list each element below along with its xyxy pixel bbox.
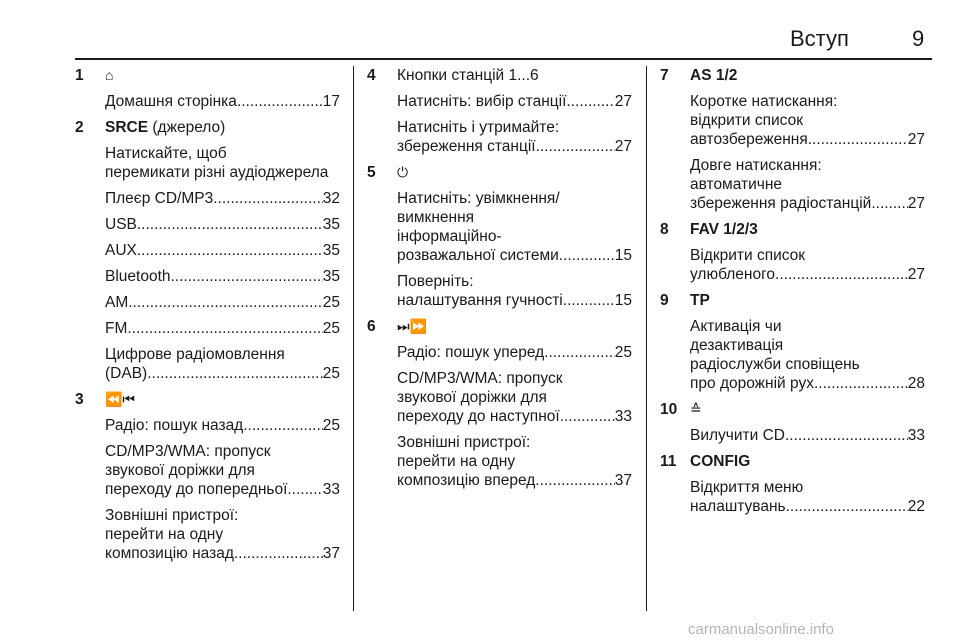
description-paragraph bbox=[397, 369, 632, 426]
item-number: 9 bbox=[660, 292, 669, 309]
item-number: 5 bbox=[367, 164, 376, 181]
reference-text: про дорожній рух bbox=[690, 375, 814, 392]
page-reference bbox=[105, 480, 340, 499]
description-line: CD/MP3/WMA: пропуск bbox=[105, 443, 271, 460]
leader-dots bbox=[137, 215, 323, 234]
power-icon: ⏻ bbox=[397, 164, 409, 180]
leader-dots bbox=[785, 426, 908, 445]
page-reference bbox=[397, 407, 632, 426]
item-title bbox=[690, 452, 925, 471]
page-reference bbox=[105, 267, 340, 286]
reference-text: переходу до попередньої bbox=[105, 481, 288, 498]
leader-dots bbox=[544, 343, 615, 362]
description-line: Натисніть: увімкнення/ bbox=[397, 190, 560, 207]
column-1 bbox=[75, 66, 340, 563]
reference-text: композицію назад bbox=[105, 545, 234, 562]
description-paragraph bbox=[690, 426, 925, 445]
description-line: перемикати різні аудіоджерела bbox=[105, 164, 329, 181]
reference-text: автозбереження bbox=[690, 131, 808, 148]
description-paragraph bbox=[105, 189, 340, 208]
page-reference bbox=[690, 497, 925, 516]
description-paragraph bbox=[397, 118, 632, 156]
page-reference bbox=[105, 189, 340, 208]
description-line: звукової доріжки для bbox=[105, 462, 255, 479]
leader-dots bbox=[560, 407, 615, 426]
page-header-title: Вступ bbox=[790, 26, 849, 51]
legend-item bbox=[367, 163, 632, 310]
reference-page: 25 bbox=[322, 365, 340, 382]
legend-item bbox=[660, 66, 925, 213]
reference-text: FM bbox=[105, 320, 128, 337]
description-paragraph bbox=[690, 156, 925, 213]
reference-text: AUX bbox=[105, 242, 137, 259]
item-number: 8 bbox=[660, 221, 669, 238]
watermark: carmanualsonline.info bbox=[688, 621, 834, 638]
reference-page: 25 bbox=[322, 320, 340, 337]
leader-dots bbox=[775, 265, 908, 284]
reference-page: 17 bbox=[322, 93, 340, 110]
item-title bbox=[690, 291, 925, 310]
reference-page: 27 bbox=[907, 131, 925, 148]
page-number: 9 bbox=[912, 26, 925, 51]
leader-dots bbox=[234, 544, 323, 563]
reference-page: 15 bbox=[614, 292, 632, 309]
leader-dots bbox=[808, 130, 908, 149]
reference-text: Радіо: пошук назад bbox=[105, 417, 244, 434]
item-number: 3 bbox=[75, 391, 84, 408]
description-line: звукової доріжки для bbox=[397, 389, 547, 406]
reference-text: (DAB) bbox=[105, 365, 148, 382]
reference-page: 15 bbox=[614, 247, 632, 264]
page-reference bbox=[690, 194, 925, 213]
description-line: Активація чи bbox=[690, 318, 782, 335]
leader-dots bbox=[171, 267, 323, 286]
reference-page: 22 bbox=[907, 498, 925, 515]
leader-dots bbox=[287, 480, 322, 499]
reference-text: композицію вперед bbox=[397, 472, 536, 489]
item-title bbox=[690, 66, 925, 85]
page-reference bbox=[397, 291, 632, 310]
description-paragraph bbox=[690, 478, 925, 516]
description-line: автоматичне bbox=[690, 176, 783, 193]
page-reference bbox=[105, 92, 340, 111]
control-description: (джерело) bbox=[148, 119, 226, 136]
reference-text: налаштування гучності bbox=[397, 292, 563, 309]
control-name: FAV 1/2/3 bbox=[690, 221, 758, 238]
column-divider bbox=[646, 66, 647, 611]
description-paragraph bbox=[397, 189, 632, 265]
description-line: вимкнення bbox=[397, 209, 475, 226]
description-paragraph bbox=[105, 345, 340, 383]
description-line: Натискайте, щоб bbox=[105, 145, 227, 162]
item-number: 2 bbox=[75, 119, 84, 136]
reference-page: 28 bbox=[907, 375, 925, 392]
description-line: перейти на одну bbox=[397, 453, 516, 470]
leader-dots bbox=[127, 319, 322, 338]
control-name: TP bbox=[690, 292, 710, 309]
reference-text: Bluetooth bbox=[105, 268, 171, 285]
description-paragraph bbox=[105, 241, 340, 260]
leader-dots bbox=[566, 92, 614, 111]
reference-text: переходу до наступної bbox=[397, 408, 560, 425]
description-line: Поверніть: bbox=[397, 273, 474, 290]
description-paragraph bbox=[690, 92, 925, 149]
item-title bbox=[105, 66, 340, 85]
page-reference bbox=[397, 246, 632, 265]
reference-text: розважальної системи bbox=[397, 247, 559, 264]
page-reference bbox=[690, 374, 925, 393]
legend-item bbox=[367, 66, 632, 156]
page-reference bbox=[397, 343, 632, 362]
reference-text: AM bbox=[105, 294, 129, 311]
page-reference bbox=[690, 426, 925, 445]
legend-item bbox=[660, 220, 925, 284]
column-3 bbox=[660, 66, 925, 516]
description-line: дезактивація bbox=[690, 337, 784, 354]
leader-dots bbox=[536, 137, 615, 156]
item-title bbox=[105, 390, 340, 409]
reference-text: Радіо: пошук уперед bbox=[397, 344, 545, 361]
reference-text: збереження станції bbox=[397, 138, 536, 155]
reference-text: Натисніть: вибір станції bbox=[397, 93, 567, 110]
page-reference bbox=[690, 265, 925, 284]
page-reference bbox=[105, 416, 340, 435]
description-paragraph bbox=[105, 215, 340, 234]
control-name: AS 1/2 bbox=[690, 67, 738, 84]
eject-icon: ≙ bbox=[690, 401, 702, 417]
column-2 bbox=[367, 66, 632, 490]
reference-page: 35 bbox=[322, 242, 340, 259]
description-line: Довге натискання: bbox=[690, 157, 822, 174]
reference-page: 25 bbox=[322, 294, 340, 311]
reference-page: 27 bbox=[907, 195, 925, 212]
description-paragraph bbox=[690, 317, 925, 393]
rewind-icon: ⏪⏮ bbox=[105, 391, 136, 407]
item-title bbox=[105, 118, 340, 137]
legend-item bbox=[75, 390, 340, 563]
reference-page: 25 bbox=[614, 344, 632, 361]
leader-dots bbox=[147, 364, 323, 383]
reference-page: 27 bbox=[614, 138, 632, 155]
description-line: Зовнішні пристрої: bbox=[105, 507, 239, 524]
item-number: 11 bbox=[660, 453, 677, 470]
fast-forward-icon: ⏭⏩ bbox=[397, 318, 428, 334]
column-divider bbox=[353, 66, 354, 611]
reference-page: 27 bbox=[907, 266, 925, 283]
reference-text: Плеєр CD/MP3 bbox=[105, 190, 214, 207]
leader-dots bbox=[786, 497, 908, 516]
control-name: Кнопки станцій 1...6 bbox=[397, 67, 539, 84]
description-line: Коротке натискання: bbox=[690, 93, 838, 110]
legend-item bbox=[367, 317, 632, 490]
description-line: Відкрити список bbox=[690, 247, 806, 264]
page-reference bbox=[105, 293, 340, 312]
reference-page: 35 bbox=[322, 268, 340, 285]
description-line: CD/MP3/WMA: пропуск bbox=[397, 370, 563, 387]
leader-dots bbox=[243, 416, 323, 435]
description-paragraph bbox=[105, 442, 340, 499]
page-reference bbox=[397, 137, 632, 156]
legend-item bbox=[75, 66, 340, 111]
reference-page: 33 bbox=[907, 427, 925, 444]
description-line: перейти на одну bbox=[105, 526, 224, 543]
header-rule bbox=[75, 58, 932, 60]
leader-dots bbox=[871, 194, 907, 213]
page-reference bbox=[105, 241, 340, 260]
description-paragraph bbox=[105, 506, 340, 563]
description-line: відкрити список bbox=[690, 112, 803, 129]
reference-page: 33 bbox=[322, 481, 340, 498]
description-paragraph bbox=[397, 433, 632, 490]
item-title bbox=[397, 317, 632, 336]
leader-dots bbox=[213, 189, 323, 208]
reference-text: Вилучити CD bbox=[690, 427, 785, 444]
leader-dots bbox=[814, 374, 908, 393]
description-line: радіослужби сповіщень bbox=[690, 356, 860, 373]
reference-text: налаштувань bbox=[690, 498, 786, 515]
description-line: Зовнішні пристрої: bbox=[397, 434, 531, 451]
reference-text: збереження радіостанцій bbox=[690, 195, 872, 212]
item-number: 7 bbox=[660, 67, 669, 84]
description-line: Натисніть і утримайте: bbox=[397, 119, 560, 136]
home-icon: ⌂ bbox=[105, 67, 114, 83]
item-title bbox=[397, 163, 632, 182]
reference-page: 32 bbox=[322, 190, 340, 207]
leader-dots bbox=[535, 471, 614, 490]
description-paragraph bbox=[105, 319, 340, 338]
control-name: SRCE bbox=[105, 119, 149, 136]
leader-dots bbox=[237, 92, 323, 111]
description-paragraph bbox=[105, 416, 340, 435]
legend-item bbox=[660, 400, 925, 445]
control-name: CONFIG bbox=[690, 453, 751, 470]
item-number: 4 bbox=[367, 67, 376, 84]
description-paragraph bbox=[397, 343, 632, 362]
description-line: Відкриття меню bbox=[690, 479, 804, 496]
description-paragraph bbox=[105, 267, 340, 286]
description-paragraph bbox=[690, 246, 925, 284]
item-title bbox=[690, 220, 925, 239]
reference-page: 37 bbox=[614, 472, 632, 489]
legend-item bbox=[75, 118, 340, 383]
reference-page: 35 bbox=[322, 216, 340, 233]
leader-dots bbox=[559, 246, 615, 265]
description-paragraph bbox=[397, 272, 632, 310]
page-reference bbox=[105, 364, 340, 383]
item-title bbox=[397, 66, 632, 85]
description-line: Цифрове радіомовлення bbox=[105, 346, 285, 363]
reference-page: 37 bbox=[322, 545, 340, 562]
leader-dots bbox=[128, 293, 323, 312]
description-paragraph bbox=[105, 92, 340, 111]
description-paragraph bbox=[105, 293, 340, 312]
leader-dots bbox=[563, 291, 615, 310]
description-line: інформаційно- bbox=[397, 228, 502, 245]
reference-text: улюбленого bbox=[690, 266, 776, 283]
page-reference bbox=[397, 92, 632, 111]
reference-text: USB bbox=[105, 216, 137, 233]
item-number: 6 bbox=[367, 318, 376, 335]
item-title bbox=[690, 400, 925, 419]
item-number: 10 bbox=[660, 401, 678, 418]
description-paragraph bbox=[105, 144, 340, 182]
page-reference bbox=[690, 130, 925, 149]
page-reference bbox=[105, 544, 340, 563]
legend-item bbox=[660, 452, 925, 516]
item-number: 1 bbox=[75, 67, 84, 84]
page-reference bbox=[397, 471, 632, 490]
leader-dots bbox=[137, 241, 323, 260]
reference-page: 33 bbox=[614, 408, 632, 425]
reference-page: 25 bbox=[322, 417, 340, 434]
description-paragraph bbox=[397, 92, 632, 111]
reference-page: 27 bbox=[614, 93, 632, 110]
legend-item bbox=[660, 291, 925, 393]
page-reference bbox=[105, 215, 340, 234]
page-reference bbox=[105, 319, 340, 338]
reference-text: Домашня сторінка bbox=[105, 93, 237, 110]
